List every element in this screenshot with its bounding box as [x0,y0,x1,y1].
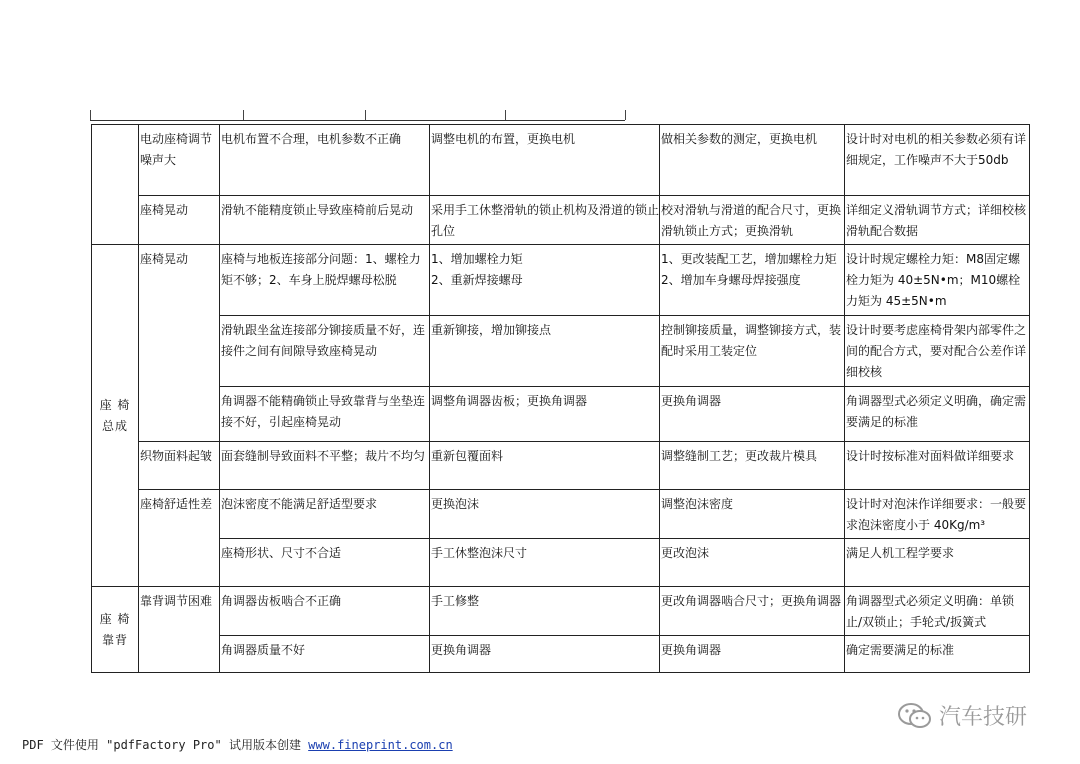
table-row [92,587,1030,636]
seat-fault-table [91,124,1030,673]
perm-measure-cell: 1、更改装配工艺，增加螺栓力矩 2、增加车身螺母焊接强度 [660,245,845,316]
column-tick [90,110,91,120]
fault-cell: 座椅舒适性差 [139,490,220,587]
design-advice-cell: 设计时要考虑座椅骨架内部零件之间的配合方式，要对配合公差作详细校核 [845,316,1030,387]
system-label: 靠背 [101,632,128,647]
cause-cell: 泡沫密度不能满足舒适型要求 [220,490,430,539]
table-row [92,442,1030,490]
watermark [897,700,1027,731]
temp-measure-cell: 采用手工休整滑轨的锁止机构及滑道的锁止孔位 [430,196,660,245]
temp-measure-cell: 手工修整 [430,587,660,636]
fault-cell: 电动座椅调节噪声大 [139,125,220,196]
design-advice-cell: 角调器型式必须定义明确：单锁止/双锁止；手轮式/扳簧式 [845,587,1030,636]
design-advice-cell: 确定需要满足的标准 [845,636,1030,673]
table-row [92,636,1030,673]
table-row [92,316,1030,387]
temp-measure-cell: 手工休整泡沫尺寸 [430,539,660,587]
table-row [92,490,1030,539]
table-row [92,539,1030,587]
cause-cell: 座椅形状、尺寸不合适 [220,539,430,587]
perm-measure-cell: 调整缝制工艺；更改裁片模具 [660,442,845,490]
design-advice-cell: 详细定义滑轨调节方式；详细校核滑轨配合数据 [845,196,1030,245]
fault-cell: 靠背调节困难 [139,587,220,673]
design-advice-cell: 满足人机工程学要求 [845,539,1030,587]
column-tick [365,110,366,120]
system-cell [92,125,139,245]
column-tick [625,110,626,120]
temp-measure-cell: 重新包覆面料 [430,442,660,490]
pdf-footer [22,736,453,753]
temp-measure-cell: 调整角调器齿板；更换角调器 [430,387,660,442]
design-advice-cell: 角调器型式必须定义明确，确定需要满足的标准 [845,387,1030,442]
fault-cell: 座椅晃动 [139,245,220,442]
system-label: 座 椅 [99,611,131,626]
design-advice-cell: 设计时对泡沫作详细要求：一般要求泡沫密度小于 40Kg/m³ [845,490,1030,539]
perm-measure-cell: 更换角调器 [660,387,845,442]
cause-cell: 滑轨不能精度锁止导致座椅前后晃动 [220,196,430,245]
system-label: 总成 [101,418,128,433]
footer-text: PDF 文件使用 "pdfFactory Pro" 试用版本创建 [22,738,309,752]
table-row [92,245,1030,316]
perm-measure-cell: 调整泡沫密度 [660,490,845,539]
fault-cell: 织物面料起皱 [139,442,220,490]
perm-measure-cell: 控制铆接质量，调整铆接方式，装配时采用工装定位 [660,316,845,387]
table-row [92,196,1030,245]
cause-cell: 角调器齿板啮合不正确 [220,587,430,636]
table-row [92,125,1030,196]
perm-measure-cell: 更换角调器 [660,636,845,673]
wechat-icon [897,702,933,730]
perm-measure-cell: 做相关参数的测定，更换电机 [660,125,845,196]
fault-cell: 座椅晃动 [139,196,220,245]
temp-measure-cell: 1、增加螺栓力矩 2、重新焊接螺母 [430,245,660,316]
perm-measure-cell: 校对滑轨与滑道的配合尺寸，更换滑轨锁止方式；更换滑轨 [660,196,845,245]
cause-cell: 面套缝制导致面料不平整；裁片不均匀 [220,442,430,490]
temp-measure-cell: 调整电机的布置，更换电机 [430,125,660,196]
watermark-text: 汽车技研 [939,705,1028,730]
design-advice-cell: 设计时对电机的相关参数必须有详细规定，工作噪声不大于50db [845,125,1030,196]
temp-measure-cell: 更换泡沫 [430,490,660,539]
system-label: 座 椅 [99,397,131,412]
cause-cell: 滑轨跟坐盆连接部分铆接质量不好，连接件之间有间隙导致座椅晃动 [220,316,430,387]
design-advice-cell: 设计时规定螺栓力矩：M8固定螺栓力矩为 40±5N•m；M10螺栓力矩为 45±5N•m [845,245,1030,316]
cause-cell: 电机布置不合理，电机参数不正确 [220,125,430,196]
perm-measure-cell: 更改泡沫 [660,539,845,587]
perm-measure-cell: 更改角调器啮合尺寸；更换角调器 [660,587,845,636]
temp-measure-cell: 更换角调器 [430,636,660,673]
temp-measure-cell: 重新铆接，增加铆接点 [430,316,660,387]
column-tick [505,110,506,120]
cause-cell: 角调器质量不好 [220,636,430,673]
system-cell [92,587,139,673]
cause-cell: 角调器不能精确锁止导致靠背与坐垫连接不好，引起座椅晃动 [220,387,430,442]
design-advice-cell: 设计时按标准对面料做详细要求 [845,442,1030,490]
previous-page-border [90,120,625,121]
footer-link[interactable]: www.fineprint.com.cn [308,738,453,752]
table-row [92,387,1030,442]
cause-cell: 座椅与地板连接部分问题：1、螺栓力矩不够；2、车身上脱焊螺母松脱 [220,245,430,316]
system-cell [92,245,139,587]
column-tick [243,110,244,120]
